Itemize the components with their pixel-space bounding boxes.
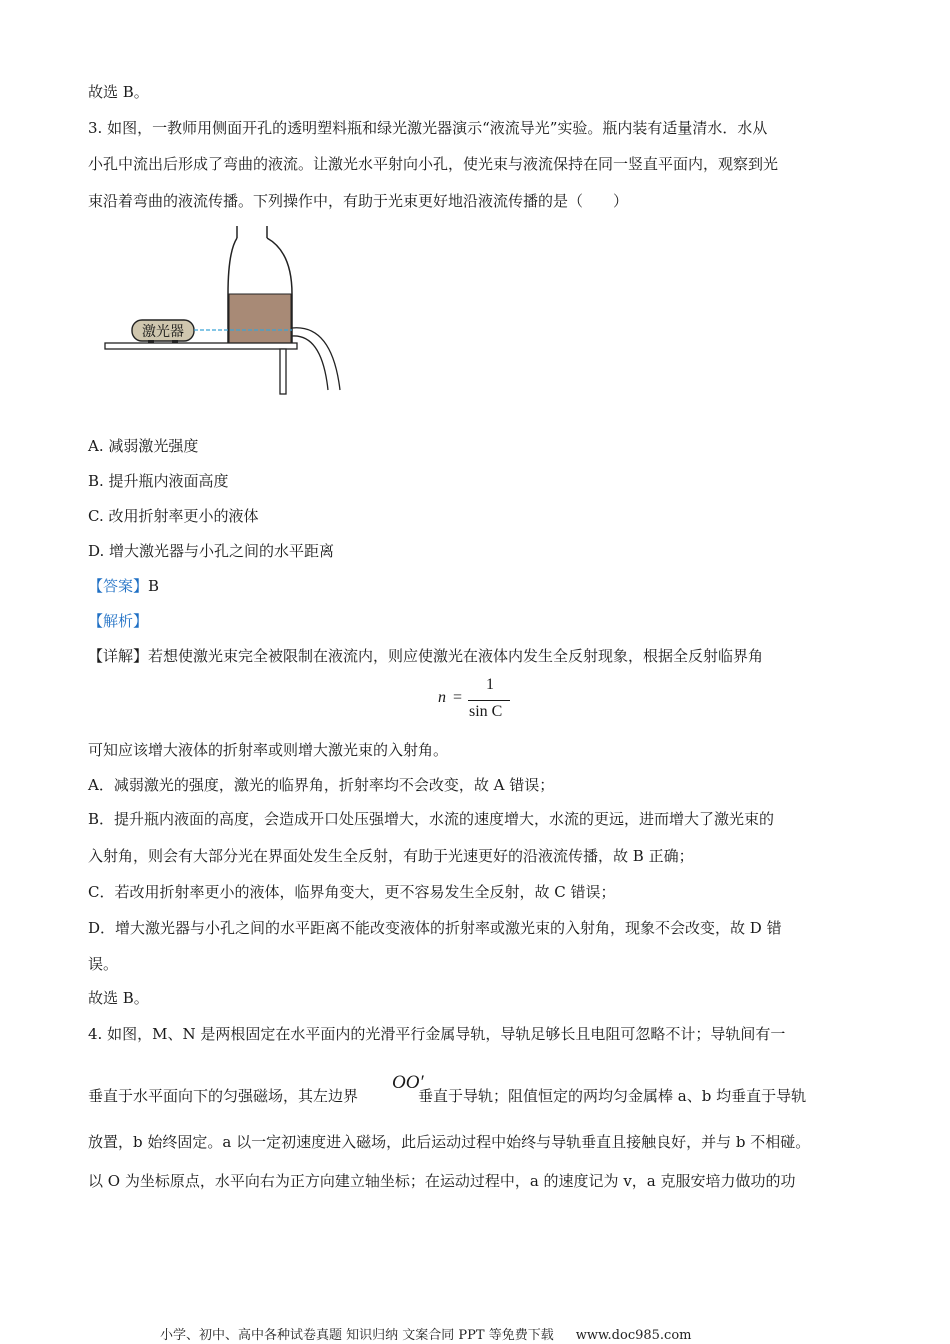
answer-line <box>88 576 159 596</box>
option-b: B. 提升瓶内液面高度 <box>88 472 229 490</box>
explanation-d-1: D．增大激光器与小孔之间的水平距离不能改变液体的折射率或激光束的入射角，现象不会改变，故 D 错 <box>88 919 782 937</box>
option-d: D. 增大激光器与小孔之间的水平距离 <box>88 542 335 560</box>
fraction-bar <box>468 700 510 701</box>
footer-url[interactable]: www.doc985.com <box>575 1328 692 1343</box>
formula-eq: = <box>453 689 463 706</box>
text-line: 故选 B。 <box>88 83 149 101</box>
question-3-line-3: 束沿着弯曲的液流传播。下列操作中，有助于光束更好地沿液流传播的是（ ） <box>88 192 629 210</box>
text-line: 可知应该增大液体的折射率或则增大激光束的入射角。 <box>88 741 449 759</box>
explanation-c: C．若改用折射率更小的液体，临界角变大，更不容易发生全反射，故 C 错误； <box>88 883 616 901</box>
detail-line <box>88 646 763 666</box>
laser-bottle-figure <box>100 224 350 404</box>
question-3-line-2: 小孔中流出后形成了弯曲的液流。让激光水平射向小孔，使光束与液流保持在同一竖直平面内，观察到光 <box>88 155 779 173</box>
explanation-d-2: 误。 <box>88 955 119 973</box>
question-4-line-2: 垂直于水平面向下的匀强磁场，其左边界 垂直于导轨；阻值恒定的两均匀金属棒 a、b 均垂直于导轨 <box>88 1087 807 1105</box>
laser-label: 激光器 <box>142 324 184 340</box>
text-line: 故选 B。 <box>88 989 149 1007</box>
detail-text: 若想使激光束完全被限制在液流内，则应使激光在液体内发生全反射现象，根据全反射临界角 <box>148 647 764 665</box>
answer-tag: 【答案】 <box>88 577 149 595</box>
analysis-line <box>88 611 148 631</box>
formula-numerator: 1 <box>486 676 494 693</box>
explanation-a: A．减弱激光的强度，激光的临界角，折射率均不会改变，故 A 错误； <box>88 776 555 794</box>
critical-angle-formula <box>438 676 518 724</box>
formula-denominator: sin C <box>469 703 503 720</box>
explanation-b-2: 入射角，则会有大部分光在界面处发生全反射，有助于光速更好的沿液流传播，故 B 正确； <box>88 847 694 865</box>
option-a: A. 减弱激光强度 <box>88 437 199 455</box>
explanation-b-1: B．提升瓶内液面的高度，会造成开口处压强增大，水流的速度增大，水流的更远，进而增大了激光束的 <box>88 810 775 828</box>
option-c: C. 改用折射率更小的液体 <box>88 507 259 525</box>
analysis-tag: 【解析】 <box>88 612 149 630</box>
question-4-line-3: 放置，b 始终固定。a 以一定初速度进入磁场，此后运动过程中始终与导轨垂直且接触良好，并与 b 不相碰。 <box>88 1133 811 1151</box>
question-4-line-4: 以 O 为坐标原点，水平向右为正方向建立轴坐标；在运动过程中，a 的速度记为 v，a 克服安培力做功的功 <box>88 1172 796 1190</box>
question-4-line-1: 4. 如图，M、N 是两根固定在水平面内的光滑平行金属导轨，导轨足够长且电阻可忽略不计；导轨间有一 <box>88 1025 786 1043</box>
page-footer <box>160 1324 691 1343</box>
question-3-line-1: 3. 如图，一教师用侧面开孔的透明塑料瓶和绿光激光器演示“液流导光”实验。瓶内装有适量清水．水从 <box>88 119 768 137</box>
formula-lhs: n <box>438 689 446 706</box>
oo-prime-symbol: OO′ <box>392 1072 424 1093</box>
detail-tag: 【详解】 <box>88 647 149 665</box>
answer-value: B <box>148 577 160 595</box>
footer-text: 小学、初中、高中各种试卷真题 知识归纳 文案合同 PPT 等免费下载 <box>160 1328 554 1343</box>
